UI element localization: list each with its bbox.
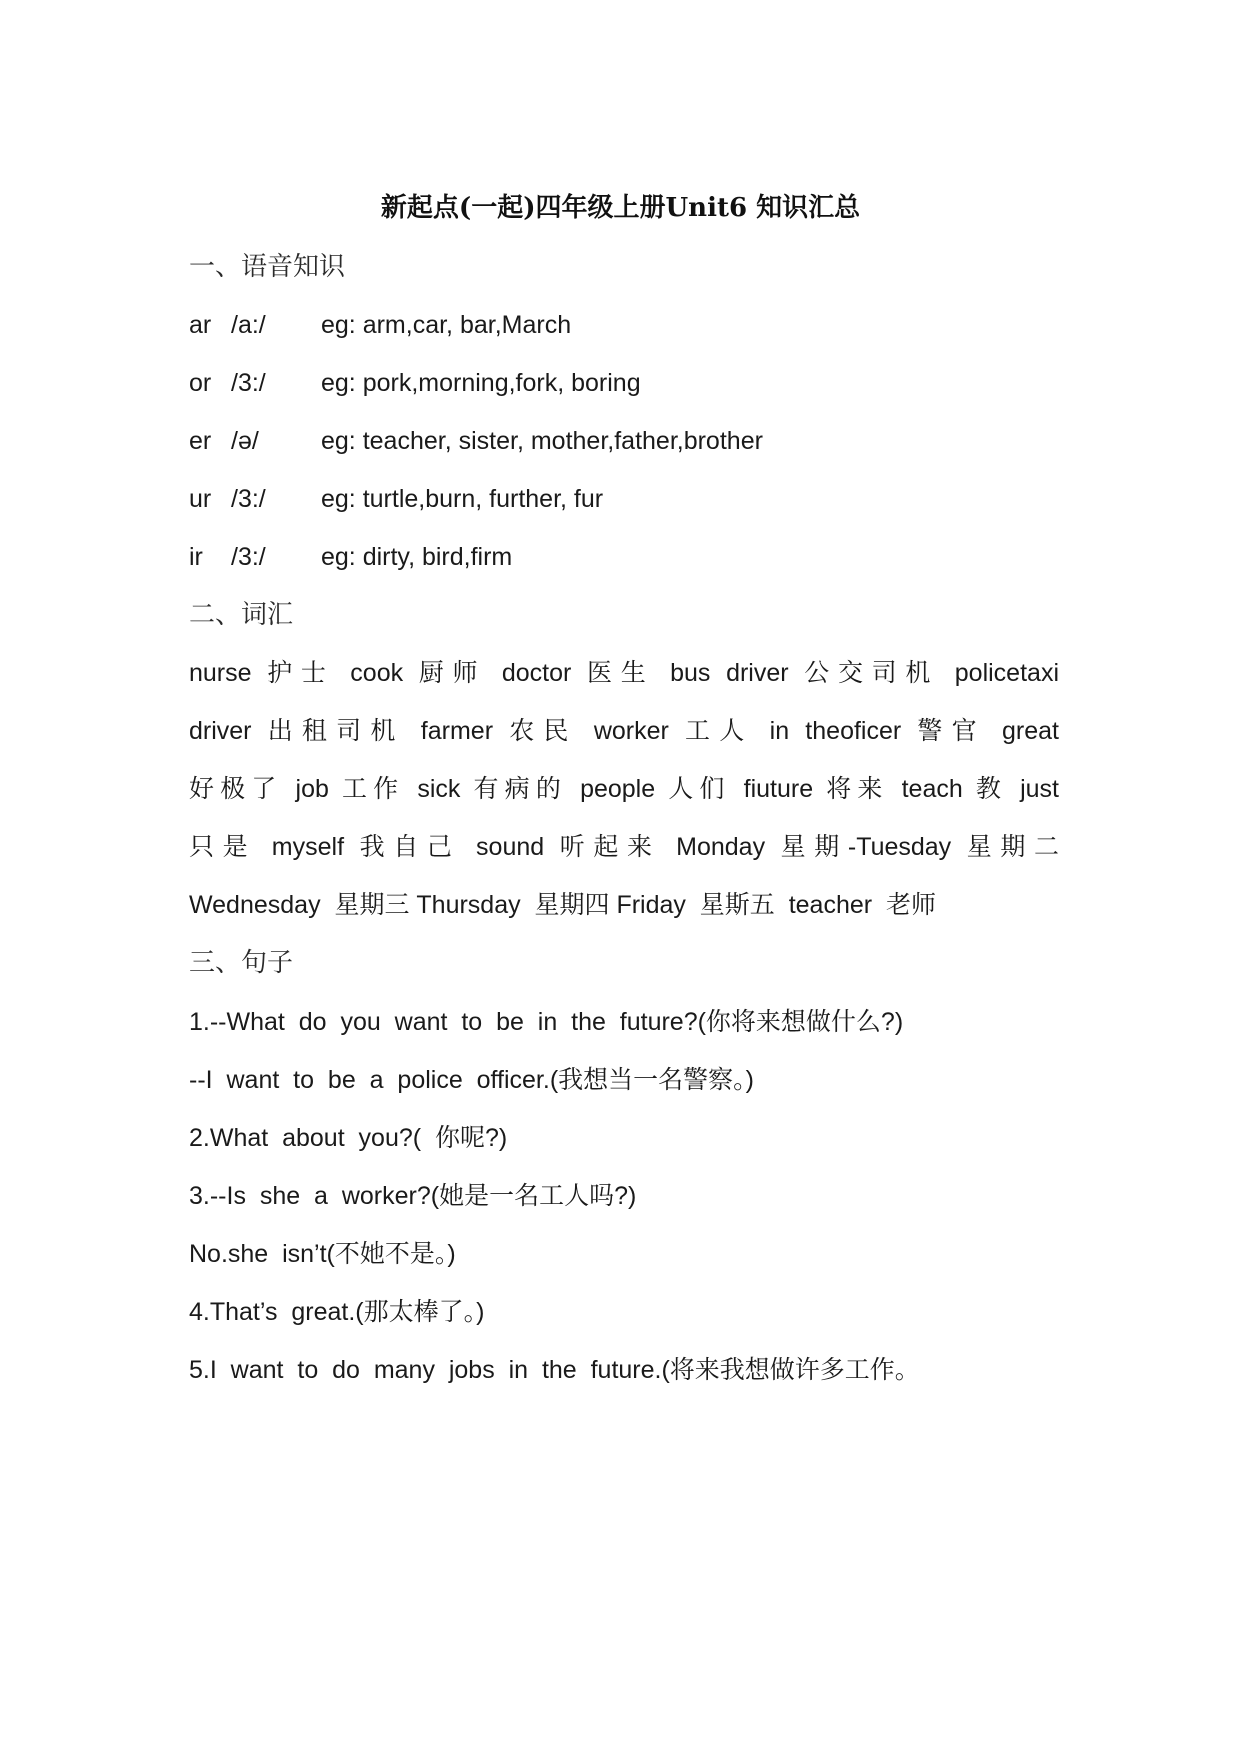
sentence-line: --I want to be a police officer.(我想当一名警察。) bbox=[189, 1066, 754, 1094]
phonics-examples: eg: teacher, sister, mother,father,brother bbox=[321, 427, 763, 455]
vocabulary-line: Wednesday 星期三 Thursday 星期四 Friday 星斯五 teacher 老师 bbox=[189, 891, 936, 919]
phonics-examples: eg: turtle,burn, further, fur bbox=[321, 485, 604, 513]
phonics-heading: 一、语音知识 bbox=[189, 252, 346, 282]
phonics-sound: /ə/ bbox=[231, 427, 259, 455]
sentence-line: 2.What about you?( 你呢?) bbox=[189, 1124, 508, 1152]
phonics-examples: eg: dirty, bird,firm bbox=[321, 543, 513, 571]
vocabulary-line: 好极了 job 工作 sick 有病的 people 人们 fiuture 将来 teach 教 just bbox=[189, 775, 1059, 803]
document-title: 新起点(一起)四年级上册Unit6 知识汇总 bbox=[380, 193, 861, 223]
phonics-sound: /3:/ bbox=[231, 485, 266, 513]
vocabulary-line: 只是 myself 我自己 sound 听起来 Monday 星期-Tuesday 星期二 bbox=[189, 833, 1059, 861]
phonics-row bbox=[189, 481, 1059, 517]
phonics-letters: ir bbox=[189, 543, 203, 571]
phonics-letters: ar bbox=[189, 311, 212, 339]
vocabulary-line: nurse 护士 cook 厨师 doctor 医生 bus driver 公交司机 policetaxi bbox=[189, 659, 1059, 687]
phonics-letters: ur bbox=[189, 485, 212, 513]
vocabulary-line: driver 出租司机 farmer 农民 worker 工人 in theoficer 警官 great bbox=[189, 717, 1059, 745]
phonics-row bbox=[189, 539, 1059, 575]
sentence-line: 3.--Is she a worker?(她是一名工人吗?) bbox=[189, 1182, 637, 1210]
phonics-letters: or bbox=[189, 369, 212, 397]
phonics-examples: eg: arm,car, bar,March bbox=[321, 311, 572, 339]
phonics-row bbox=[189, 307, 1059, 343]
phonics-sound: /3:/ bbox=[231, 543, 266, 571]
sentence-line: 1.--What do you want to be in the future?(你将来想做什么?) bbox=[189, 1008, 904, 1036]
phonics-letters: er bbox=[189, 427, 212, 455]
phonics-sound: /a:/ bbox=[231, 311, 266, 339]
phonics-row bbox=[189, 423, 1059, 459]
phonics-examples: eg: pork,morning,fork, boring bbox=[321, 369, 641, 397]
sentence-line: No.she isn’t(不她不是。) bbox=[189, 1240, 456, 1268]
sentence-line: 4.That’s great.(那太棒了。) bbox=[189, 1298, 485, 1326]
vocabulary-heading: 二、词汇 bbox=[189, 600, 294, 630]
phonics-row bbox=[189, 365, 1059, 401]
sentences-heading: 三、句子 bbox=[189, 948, 294, 978]
phonics-sound: /3:/ bbox=[231, 369, 266, 397]
sentence-line: 5.I want to do many jobs in the future.(将来我想做许多工作。 bbox=[189, 1356, 920, 1384]
